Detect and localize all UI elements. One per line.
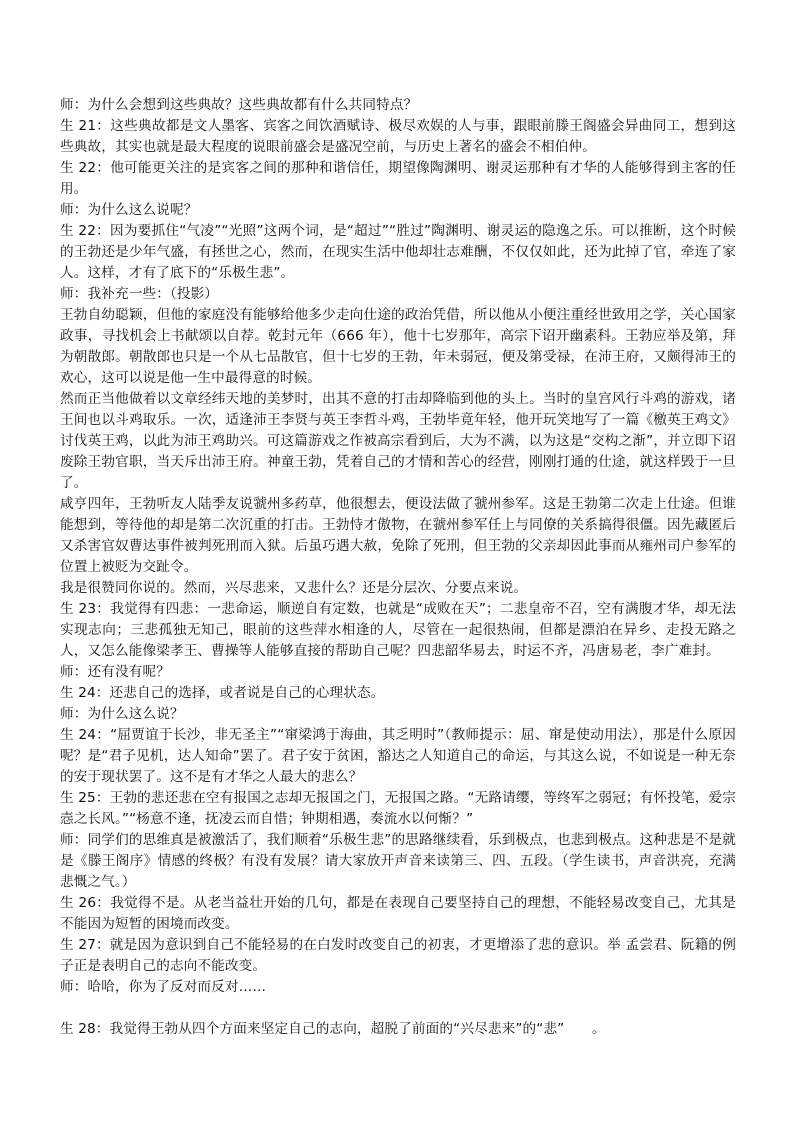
paragraph: 生 24：“屈贾谊于长沙，非无圣主”“窜梁鸿于海曲，其乏明时”（教师提示：屈、窜是使动用法），那是什么原因呢？是“君子见机，达人知命”罢了。君子安于贫困，豁达之人知道自己的命运，与其这么说，不如说是一种无奈的安于现状罢了。这不是有才华之人最大的悲么？ — [60, 727, 736, 785]
paragraph: 师：为什么会想到这些典故？这些典故都有什么共同特点？ — [60, 97, 418, 113]
paragraph: 师：为什么这么说呢？ — [60, 202, 198, 218]
paragraph: 生 27：就是因为意识到自己不能轻易的在白发时改变自己的初衷，才更增添了悲的意识。举 孟尝君、阮籍的例子正是表明自己的志向不能改变。 — [60, 937, 736, 974]
paragraph: 师：我补充一些：（投影） — [60, 286, 219, 302]
paragraph: 生 25：王勃的悲还悲在空有报国之志却无报国之门，无报国之路。“无路请缨，等终军之弱冠；有怀投笔，爱宗悫之长风。”“杨意不逢，抚凌云而自惜；钟期相遇，奏流水以何惭？” — [60, 790, 736, 827]
paragraph: 生 26：我觉得不是。从老当益壮开始的几句，都是在表现自己要坚持自己的理想，不能轻易改变自己，尤其是不能因为短暂的困境而改变。 — [60, 895, 736, 932]
paragraph: 生 22：他可能更关注的是宾客之间的那种和谐信任，期望像陶渊明、谢灵运那种有才华的人能够得到主客的任用。 — [60, 160, 736, 197]
paragraph: 生 22：因为要抓住“气凌”“光照”这两个词，是“超过”“胜过”陶渊明、谢灵运的隐逸之乐。可以推断，这个时候的王勃还是少年气盛，有拯世之心，然而，在现实生活中他却壮志难酬，不仅仅如此，还为此掉了官，牵连了家人。这样，才有了底下的“乐极生悲”。 — [60, 223, 736, 281]
paragraph: 师：哈哈，你为了反对而反对…… — [60, 979, 267, 995]
paragraph: 师：为什么这么说？ — [60, 706, 184, 722]
paragraph: 然而正当他做着以文章经纬天地的美梦时，出其不意的打击却降临到他的头上。当时的皇宫风行斗鸡的游戏，诸王间也以斗鸡取乐。一次，适逢沛王李贤与英王李哲斗鸡，王勃毕竟年轻，他开玩笑地写了一篇《檄英王鸡文》讨伐英王鸡，以此为沛王鸡助兴。可这篇游戏之作被高宗看到后，大为不满，以为这是“交构之渐”，并立即下诏废除王勃官职，当天斥出沛王府。神童王勃，凭着自己的才情和苦心的经营，刚刚打通的仕途，就这样毁于一旦了。 — [60, 391, 736, 491]
paragraph: 生 23：我觉得有四悲：一悲命运，顺逆自有定数，也就是“成败在天”；二悲皇帝不召，空有满腹才华，却无法实现志向；三悲孤独无知己，眼前的这些萍水相逢的人，尽管在一起很热闹，但都是漂泊在异乡、走投无路之人，又怎么能像梁孝王、曹操等人能够直接的帮助自己呢？四悲韶华易去，时运不齐，冯唐易老，李广难封。 — [60, 601, 736, 659]
paragraph: 生 28：我觉得王勃从四个方面来坚定自己的志向，超脱了前面的“兴尽悲来”的“悲” 。 — [60, 1021, 606, 1037]
paragraph: 我是很赞同你说的。然而，兴尽悲来，又悲什么？还是分层次、分要点来说。 — [60, 580, 528, 596]
paragraph: 生 24：还悲自己的选择，或者说是自己的心理状态。 — [60, 685, 385, 701]
paragraph: 王勃自幼聪颖，但他的家庭没有能够给他多少走向仕途的政治凭借，所以他从小便注重经世致用之学，关心国家政事，寻找机会上书献颂以自荐。乾封元年（666 年），他十七岁那年，高宗下诏开幽素科。王勃应举及第，拜为朝散郎。朝散郎也只是一个从七品散官，但十七岁的王勃，年未弱冠，便及第受禄，在沛王府，又颇得沛王的欢心，这可以说是他一生中最得意的时候。 — [60, 307, 736, 386]
paragraph: 师：同学们的思维真是被激活了，我们顺着“乐极生悲”的思路继续看，乐到极点，也悲到极点。这种悲是不是就是《滕王阁序》情感的终极？有没有发展？请大家放开声音来读第三、四、五段。（学生读书，声音洪亮，充满悲慨之气。） — [60, 832, 736, 890]
paragraph: 咸亨四年，王勃听友人陆季友说虢州多药草，他很想去，便设法做了虢州参军。这是王勃第二次走上仕途。但谁能想到，等待他的却是第二次沉重的打击。王勃恃才傲物，在虢州参军任上与同僚的关系搞得很僵。因先藏匿后又杀害官奴曹达事件被判死刑而入狱。后虽巧遇大赦，免除了死刑，但王勃的父亲却因此事而从雍州司户参军的位置上被贬为交趾令。 — [60, 496, 736, 575]
paragraph: 师：还有没有呢？ — [60, 664, 170, 680]
document-body — [60, 95, 736, 1040]
paragraph: 生 21：这些典故都是文人墨客、宾客之间饮酒赋诗、极尽欢娱的人与事，跟眼前滕王阁盛会异曲同工，想到这些典故，其实也就是最大程度的说眼前盛会是盛况空前，与历史上著名的盛会不相伯仲。 — [60, 118, 736, 155]
